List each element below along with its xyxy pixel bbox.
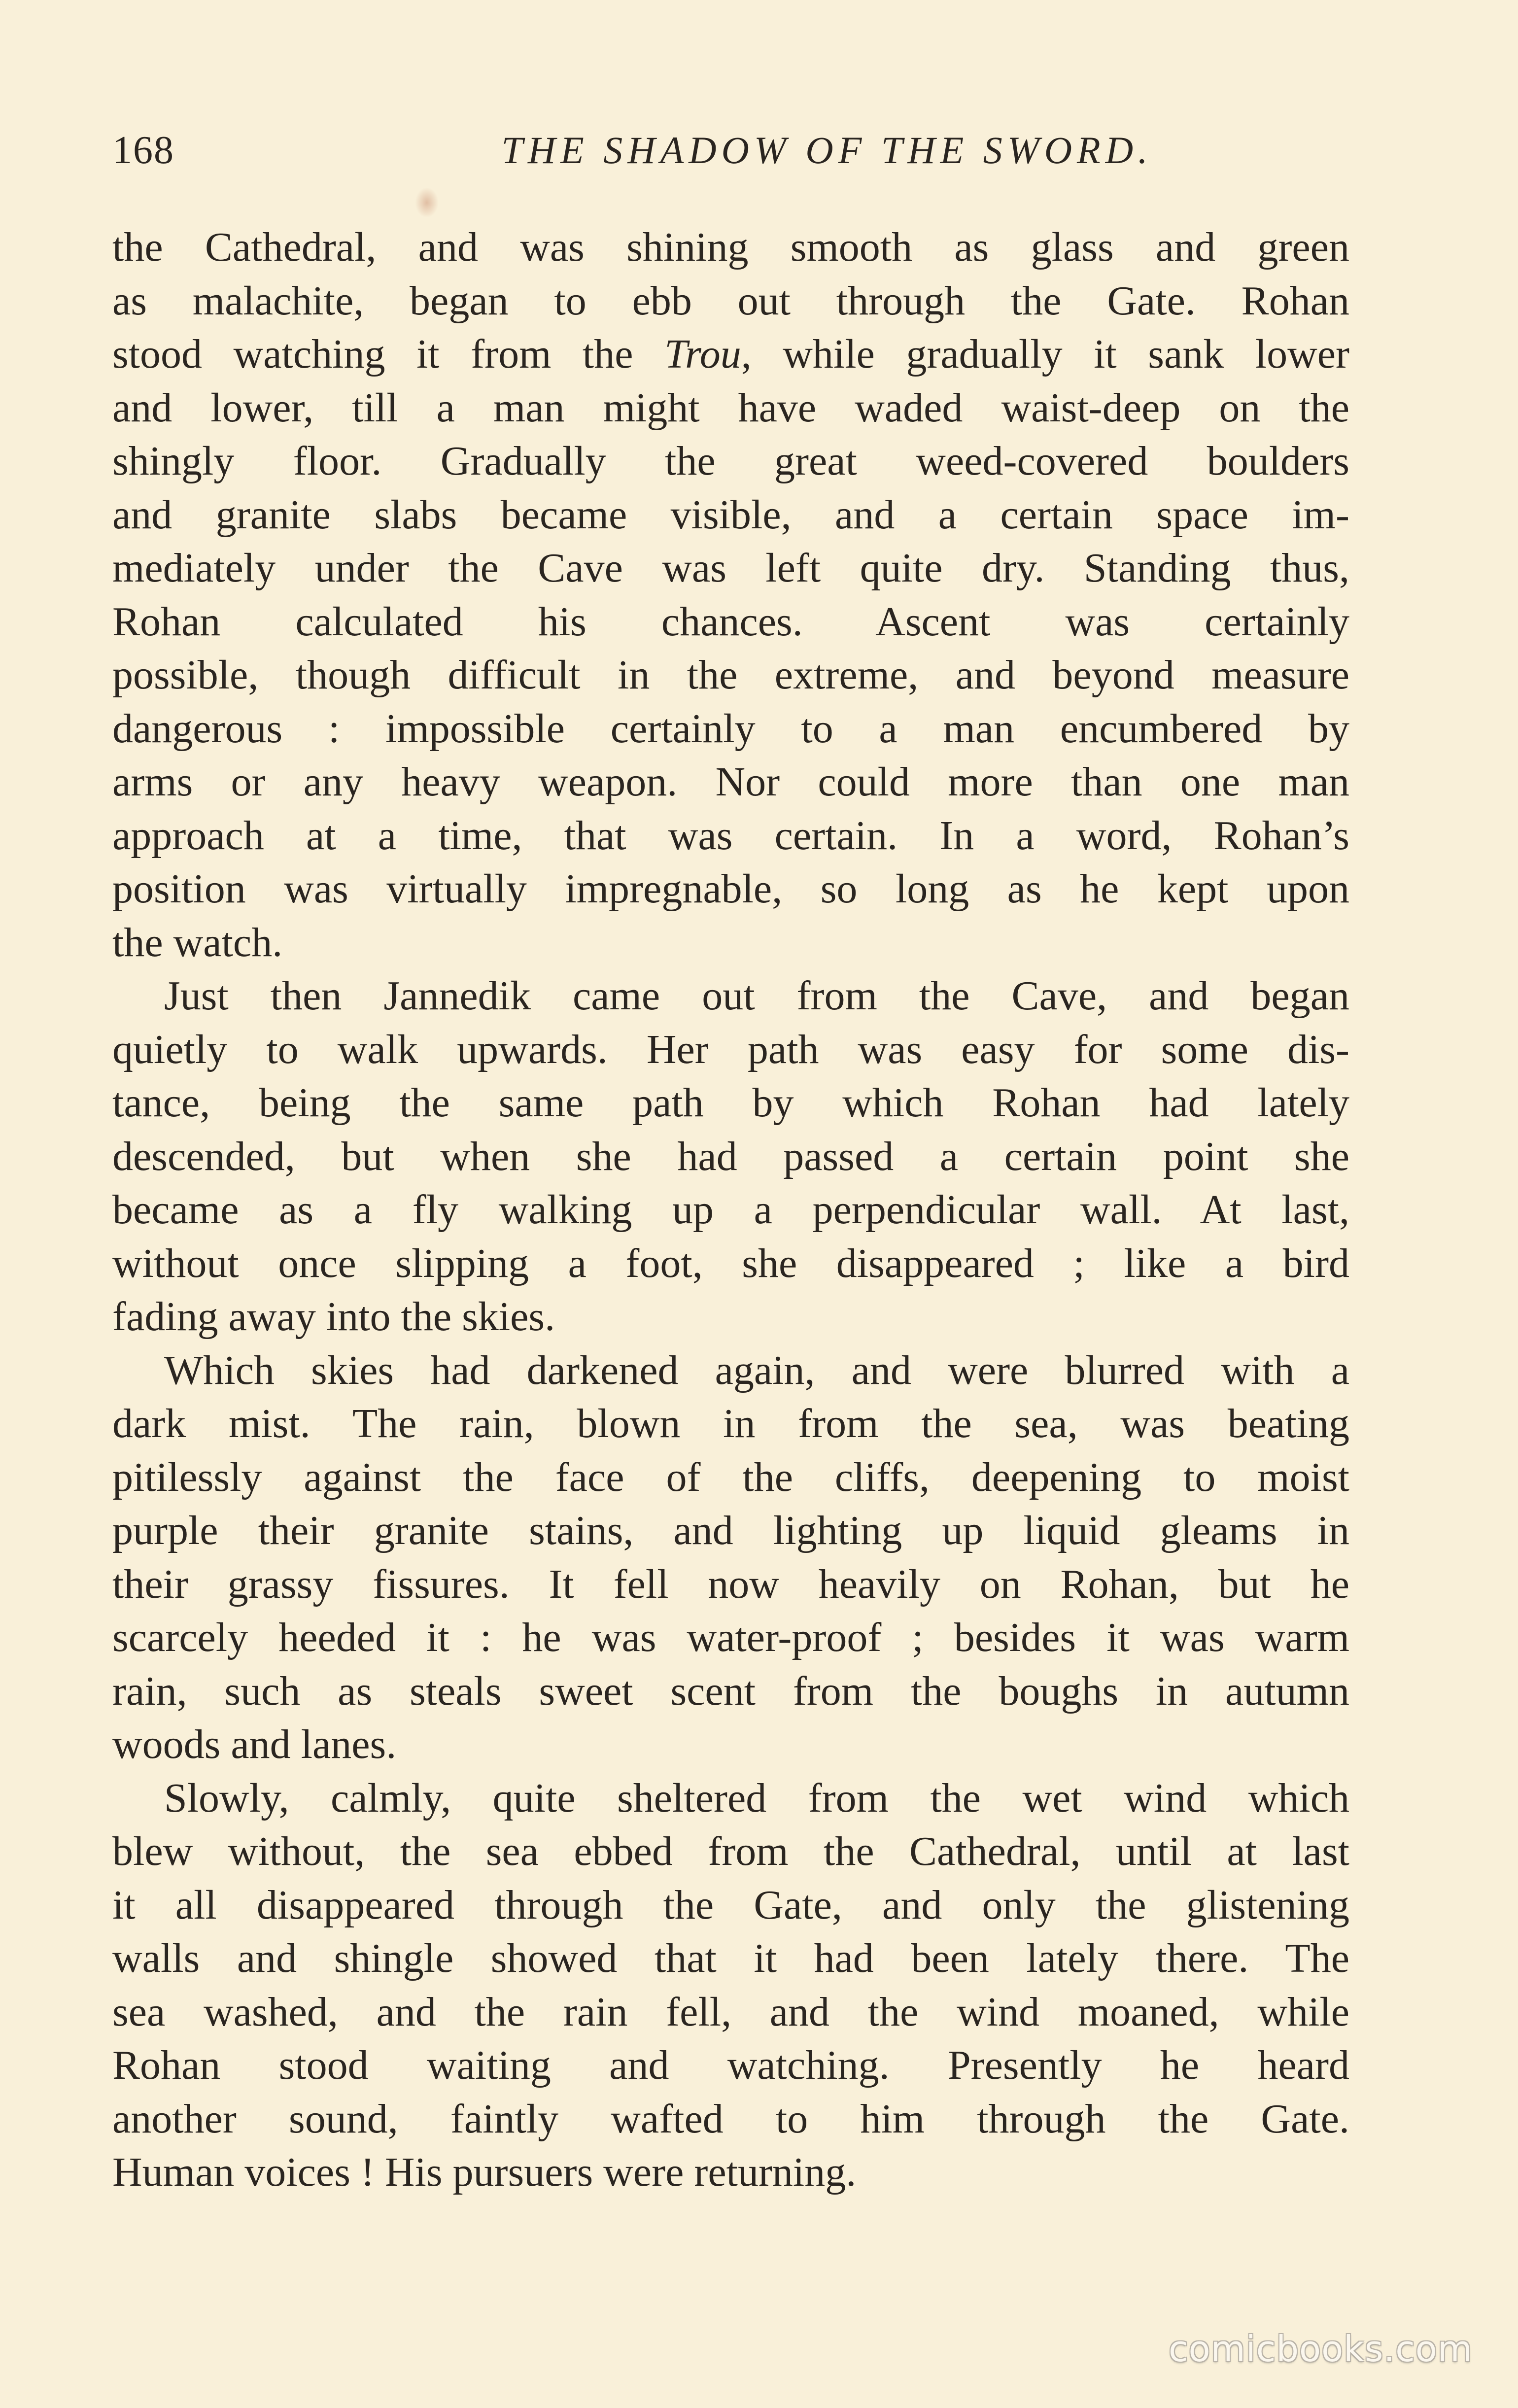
page-header [112, 123, 1374, 177]
text-line: the Cathedral, and was shining smooth as glass and green [112, 224, 1349, 270]
text-line: became as a fly walking up a perpendicular wall. At last, [112, 1187, 1349, 1233]
text-line: walls and shingle showed that it had been lately there. The [112, 1935, 1349, 1981]
text-line: Human voices ! His pursuers were returning. [112, 2149, 857, 2195]
body-text [112, 221, 1349, 2200]
text-line: Just then Jannedik came out from the Cave, and began [164, 973, 1349, 1019]
text-line: shingly floor. Gradually the great weed-covered boulders [112, 438, 1349, 484]
text-line: it all disappeared through the Gate, and only the glistening [112, 1882, 1349, 1928]
text-line: arms or any heavy weapon. Nor could more than one man [112, 759, 1349, 805]
text-line: without once slipping a foot, she disappeared ; like a bird [112, 1240, 1349, 1286]
page-number: 168 [112, 129, 174, 172]
text-line: scarcely heeded it : he was water-proof ; besides it was warm [112, 1615, 1349, 1660]
paragraph [112, 1772, 1349, 2200]
text-line: woods and lanes. [112, 1721, 397, 1767]
text-line: rain, such as steals sweet scent from the boughs in autumn [112, 1668, 1349, 1714]
text-line: Rohan calculated his chances. Ascent was certainly [112, 598, 1349, 645]
text-line: mediately under the Cave was left quite dry. Standing thus, [112, 545, 1349, 591]
text-line: tance, being the same path by which Rohan had lately [112, 1080, 1349, 1126]
text-line: fading away into the skies. [112, 1294, 555, 1340]
text-line: blew without, the sea ebbed from the Cathedral, until at last [112, 1828, 1349, 1874]
text-line: and lower, till a man might have waded waist-deep on the [112, 384, 1349, 431]
watermark: comicbooks.com [1168, 2328, 1473, 2370]
text-line: their grassy fissures. It fell now heavily on Rohan, but he [112, 1561, 1349, 1607]
paragraph [112, 221, 1349, 969]
text-line: Rohan stood waiting and watching. Presently he heard [112, 2042, 1349, 2088]
text-line: dangerous : impossible certainly to a man encumbered by [112, 705, 1349, 752]
text-line: purple their granite stains, and lighting up liquid gleams in [112, 1508, 1349, 1553]
text-line: Slowly, calmly, quite sheltered from the wet wind which [164, 1775, 1349, 1821]
text-line: the watch. [112, 919, 283, 965]
text-line: dark mist. The rain, blown in from the sea, was beating [112, 1401, 1349, 1446]
text-line: possible, though difficult in the extreme, and beyond measure [112, 652, 1349, 698]
text-line: Which skies had darkened again, and were blurred with a [164, 1347, 1349, 1393]
text-line: position was virtually impregnable, so long as he kept upon [112, 866, 1349, 912]
text-line: pitilessly against the face of the cliffs, deepening to moist [112, 1454, 1349, 1500]
text-line: as malachite, began to ebb out through the Gate. Rohan [112, 277, 1349, 324]
text-line: another sound, faintly wafted to him through the Gate. [112, 2096, 1349, 2142]
text-line: descended, but when she had passed a certain point she [112, 1133, 1349, 1179]
paper-stain [415, 187, 439, 218]
text-line: approach at a time, that was certain. In a word, Rohan’s [112, 812, 1349, 859]
text-line: sea washed, and the rain fell, and the wind moaned, while [112, 1989, 1349, 2035]
text-line: stood watching it from the Trou, while gradually it sank lower [112, 331, 1349, 377]
paragraph [112, 969, 1349, 1344]
text-line: quietly to walk upwards. Her path was easy for some dis- [112, 1026, 1349, 1072]
running-title: THE SHADOW OF THE SWORD. [501, 129, 1153, 172]
text-line: and granite slabs became visible, and a certain space im- [112, 491, 1349, 538]
paragraph [112, 1344, 1349, 1772]
